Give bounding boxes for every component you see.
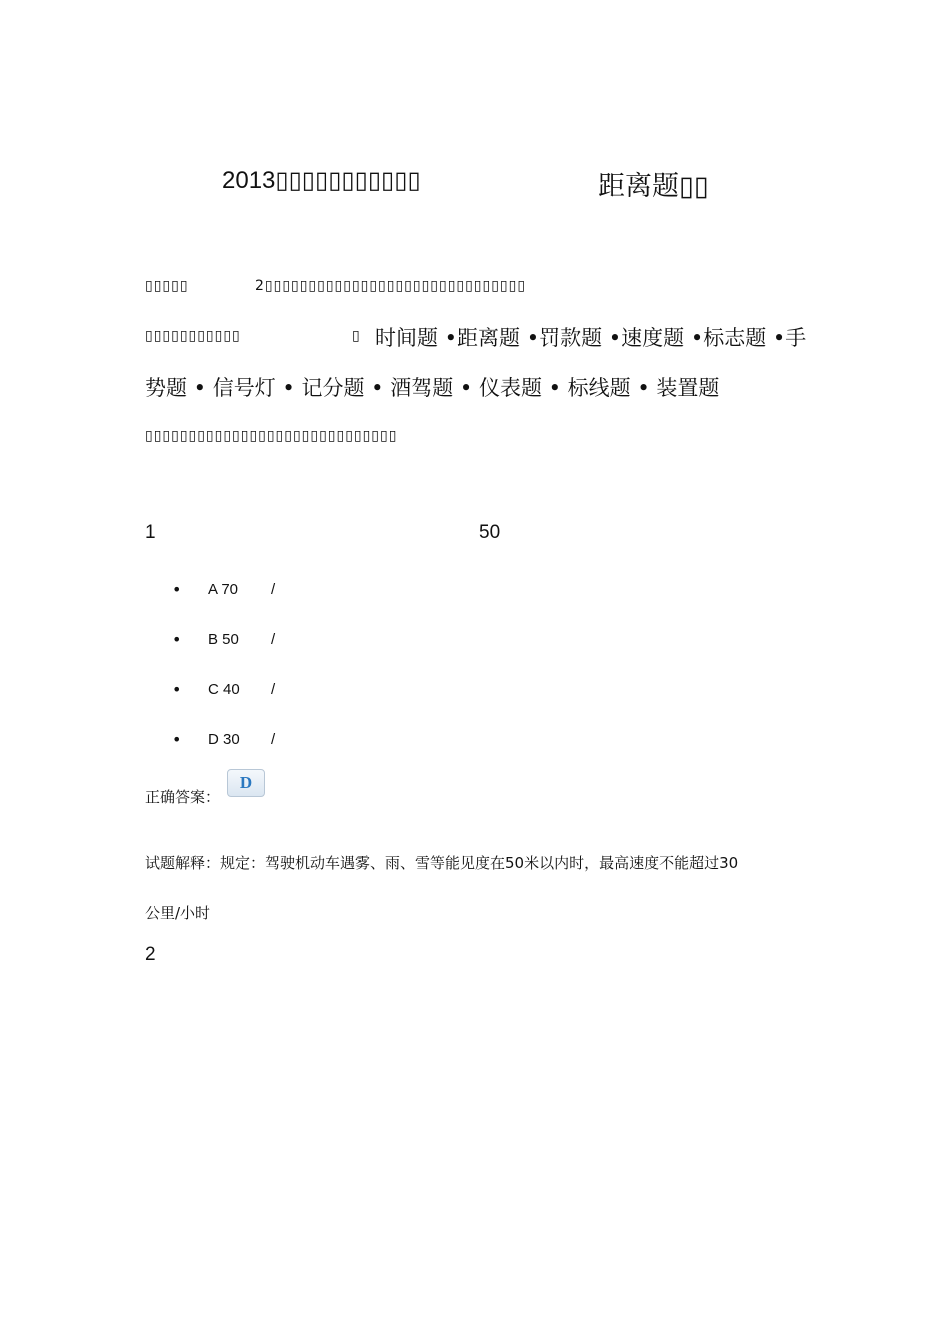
- option-bullet: •: [172, 730, 182, 749]
- answer-badge: [227, 769, 265, 797]
- question-number-2: 2: [145, 944, 156, 965]
- option-c[interactable]: C 40: [208, 681, 240, 698]
- option-bullet: •: [172, 580, 182, 599]
- question-value: 50: [479, 522, 501, 543]
- intro-line1-label: ▯▯▯▯▯: [145, 278, 189, 294]
- answer-label: 正确答案：: [145, 788, 221, 806]
- intro-line4: ▯▯▯▯▯▯▯▯▯▯▯▯▯▯▯▯▯▯▯▯▯▯▯▯▯▯▯▯▯: [145, 428, 398, 444]
- option-bullet: •: [172, 680, 182, 699]
- option-b[interactable]: B 50: [208, 631, 239, 648]
- intro-line2-marker: ▯: [352, 328, 361, 344]
- explanation-line1: 试题解释：规定：驾驶机动车遇雾、雨、雪等能见度在50米以内时，最高速度不能超过30: [145, 854, 739, 872]
- question-number: 1: [145, 522, 156, 543]
- title-right: 距离题▯▯: [598, 171, 709, 202]
- option-a-unit: /: [271, 581, 276, 598]
- option-a[interactable]: A 70: [208, 581, 239, 598]
- intro-line2-label: ▯▯▯▯▯▯▯▯▯▯▯: [145, 328, 241, 344]
- explanation-line2: 公里/小时: [145, 904, 211, 922]
- option-c-unit: /: [271, 681, 276, 698]
- answer-value: D: [227, 769, 265, 797]
- option-d[interactable]: D 30: [208, 731, 240, 748]
- option-d-unit: /: [271, 731, 276, 748]
- category-links-line1[interactable]: 时间题 •距离题 •罚款题 •速度题 •标志题 •手: [375, 326, 807, 350]
- title-left: 2013▯▯▯▯▯▯▯▯▯▯▯: [222, 167, 421, 194]
- option-bullet: •: [172, 630, 182, 649]
- option-b-unit: /: [271, 631, 276, 648]
- category-links-line2[interactable]: 势题 • 信号灯 • 记分题 • 酒驾题 • 仪表题 • 标线题 • 装置题: [145, 376, 720, 400]
- intro-line1-text: 2▯▯▯▯▯▯▯▯▯▯▯▯▯▯▯▯▯▯▯▯▯▯▯▯▯▯▯▯▯▯: [255, 278, 527, 294]
